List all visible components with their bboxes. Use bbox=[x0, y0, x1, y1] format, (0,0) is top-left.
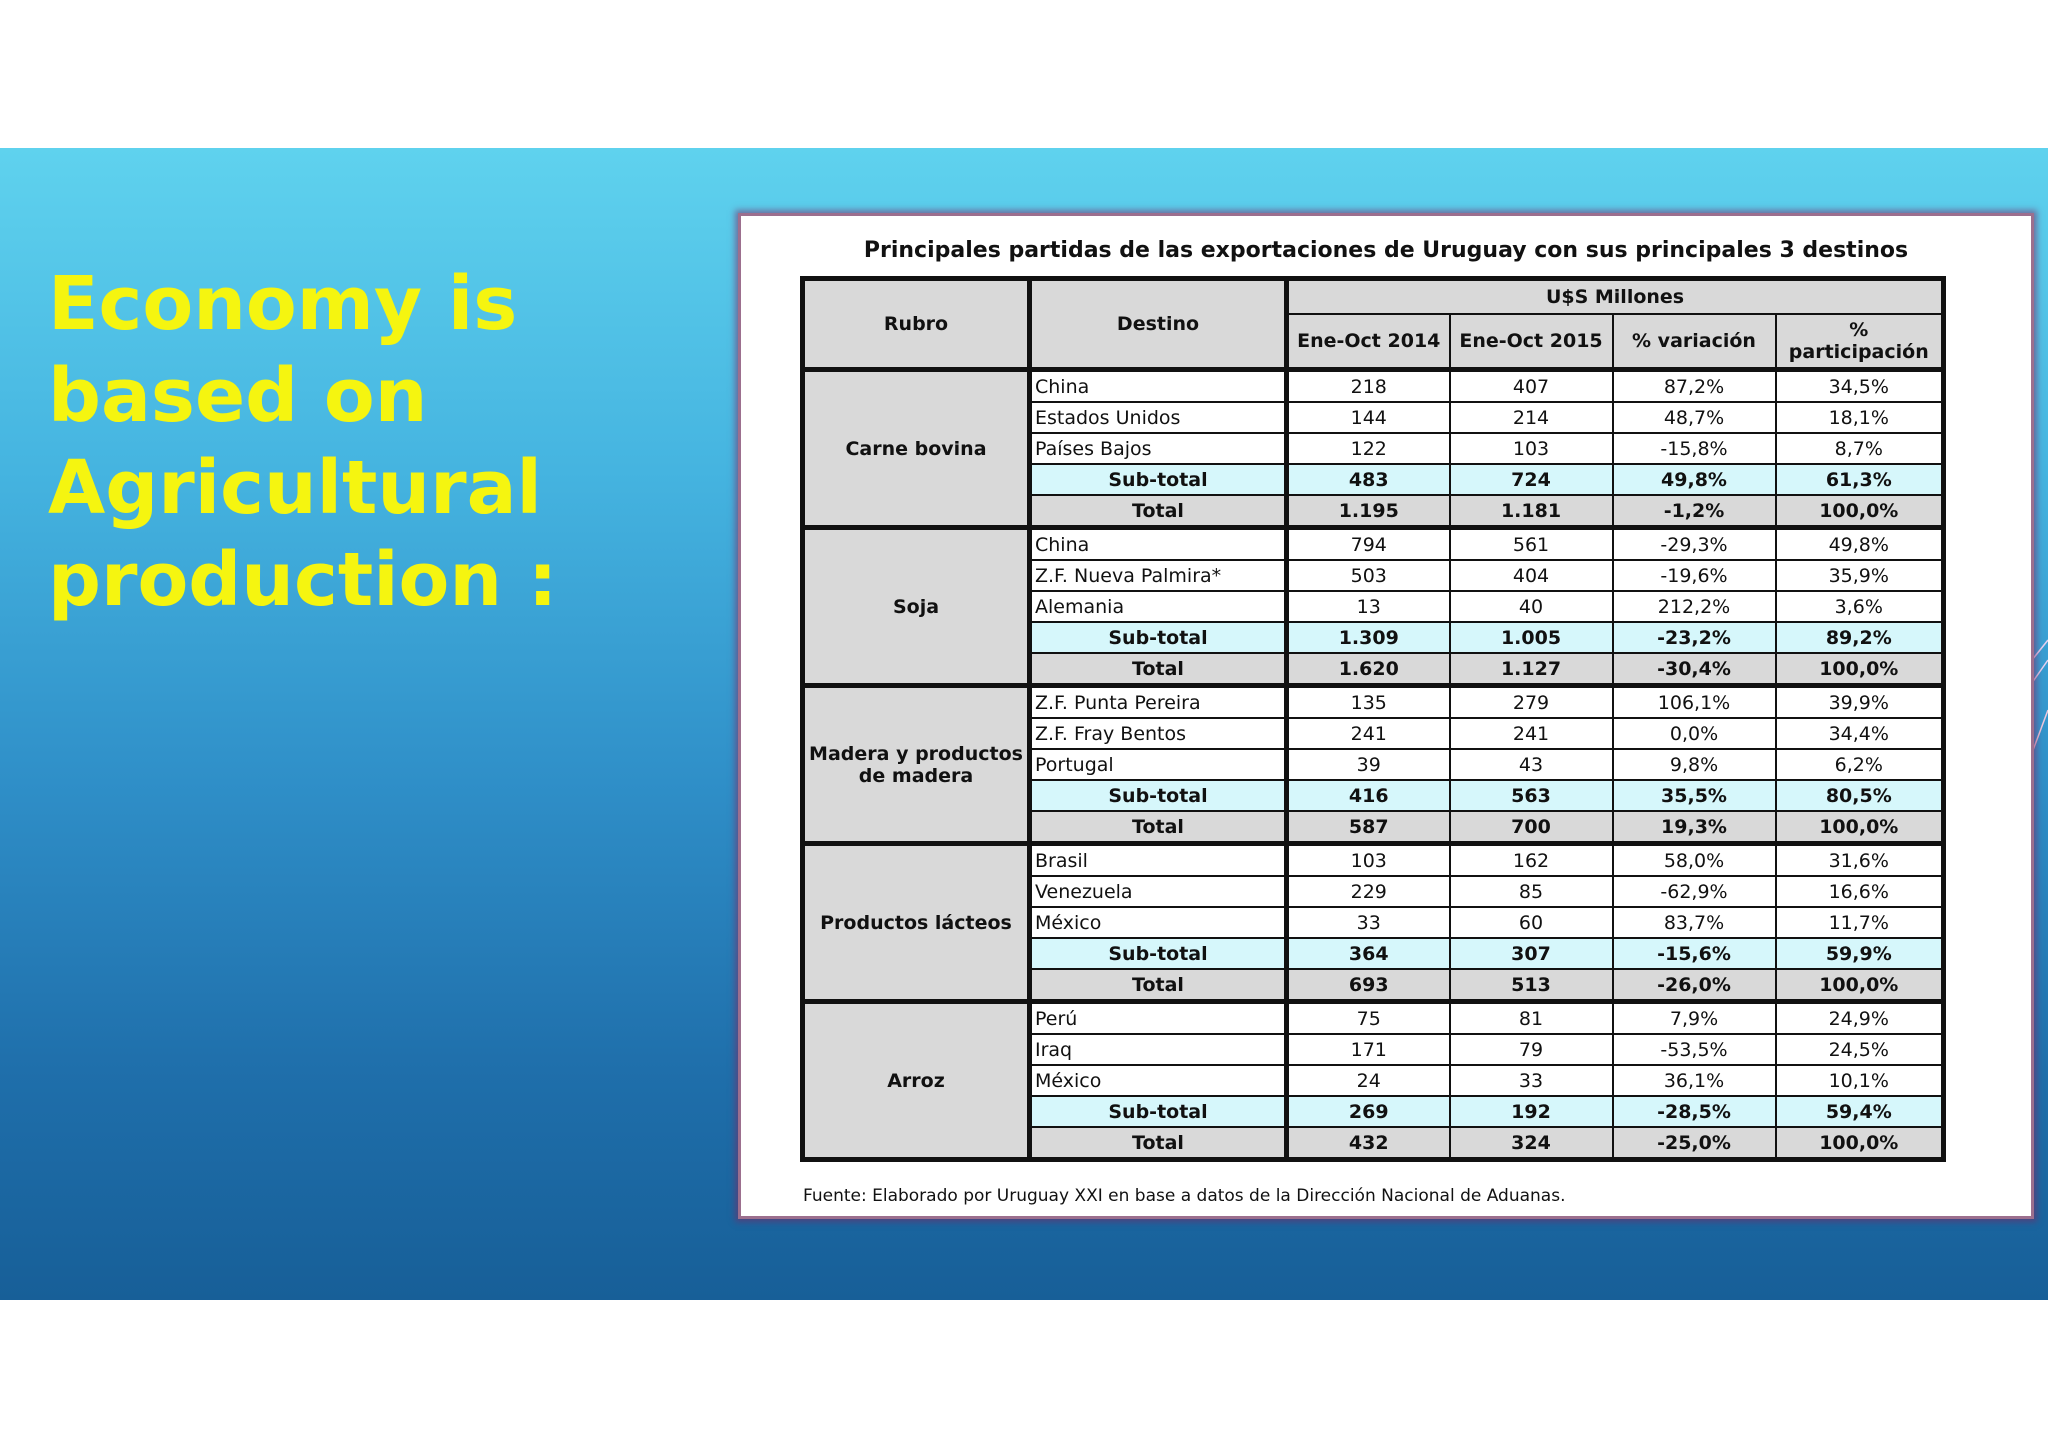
part-cell: 10,1% bbox=[1776, 1065, 1944, 1096]
v2015-cell: 563 bbox=[1450, 780, 1613, 811]
part-cell: 35,9% bbox=[1776, 560, 1944, 591]
v2014-cell: 1.620 bbox=[1287, 653, 1450, 686]
total-row-label: Total bbox=[1030, 495, 1287, 528]
var-cell: -15,6% bbox=[1613, 938, 1776, 969]
v2015-cell: 1.181 bbox=[1450, 495, 1613, 528]
table-row bbox=[803, 370, 1944, 403]
table-row bbox=[803, 686, 1944, 719]
part-cell: 18,1% bbox=[1776, 402, 1944, 433]
part-cell: 24,9% bbox=[1776, 1002, 1944, 1035]
header-2014: Ene-Oct 2014 bbox=[1287, 314, 1450, 370]
destino-cell: México bbox=[1030, 907, 1287, 938]
part-cell: 24,5% bbox=[1776, 1034, 1944, 1065]
total-row-label: Total bbox=[1030, 969, 1287, 1002]
rubro-cell: Madera y productos de madera bbox=[803, 686, 1030, 844]
v2015-cell: 307 bbox=[1450, 938, 1613, 969]
table-image-panel bbox=[738, 213, 2034, 1219]
subtotal-row-label: Sub-total bbox=[1030, 464, 1287, 495]
v2014-cell: 416 bbox=[1287, 780, 1450, 811]
v2015-cell: 103 bbox=[1450, 433, 1613, 464]
subtotal-row-label: Sub-total bbox=[1030, 1096, 1287, 1127]
subtotal-row-label: Sub-total bbox=[1030, 938, 1287, 969]
v2014-cell: 503 bbox=[1287, 560, 1450, 591]
v2015-cell: 1.127 bbox=[1450, 653, 1613, 686]
v2015-cell: 43 bbox=[1450, 749, 1613, 780]
total-row-label: Total bbox=[1030, 1127, 1287, 1160]
var-cell: 0,0% bbox=[1613, 718, 1776, 749]
part-cell: 16,6% bbox=[1776, 876, 1944, 907]
var-cell: 83,7% bbox=[1613, 907, 1776, 938]
part-cell: 6,2% bbox=[1776, 749, 1944, 780]
v2014-cell: 122 bbox=[1287, 433, 1450, 464]
v2015-cell: 241 bbox=[1450, 718, 1613, 749]
total-row-label: Total bbox=[1030, 653, 1287, 686]
v2014-cell: 218 bbox=[1287, 370, 1450, 403]
v2015-cell: 81 bbox=[1450, 1002, 1613, 1035]
header-participacion: % participación bbox=[1776, 314, 1944, 370]
destino-cell: Estados Unidos bbox=[1030, 402, 1287, 433]
total-row-label: Total bbox=[1030, 811, 1287, 844]
v2014-cell: 144 bbox=[1287, 402, 1450, 433]
part-cell: 100,0% bbox=[1776, 969, 1944, 1002]
destino-cell: Iraq bbox=[1030, 1034, 1287, 1065]
v2014-cell: 693 bbox=[1287, 969, 1450, 1002]
rubro-cell: Productos lácteos bbox=[803, 844, 1030, 1002]
v2014-cell: 135 bbox=[1287, 686, 1450, 719]
part-cell: 89,2% bbox=[1776, 622, 1944, 653]
v2014-cell: 75 bbox=[1287, 1002, 1450, 1035]
var-cell: -15,8% bbox=[1613, 433, 1776, 464]
destino-cell: Portugal bbox=[1030, 749, 1287, 780]
v2014-cell: 241 bbox=[1287, 718, 1450, 749]
part-cell: 61,3% bbox=[1776, 464, 1944, 495]
v2014-cell: 364 bbox=[1287, 938, 1450, 969]
var-cell: -26,0% bbox=[1613, 969, 1776, 1002]
destino-cell: Venezuela bbox=[1030, 876, 1287, 907]
v2015-cell: 214 bbox=[1450, 402, 1613, 433]
table-row bbox=[803, 844, 1944, 877]
v2014-cell: 13 bbox=[1287, 591, 1450, 622]
var-cell: 106,1% bbox=[1613, 686, 1776, 719]
destino-cell: Z.F. Nueva Palmira* bbox=[1030, 560, 1287, 591]
v2015-cell: 192 bbox=[1450, 1096, 1613, 1127]
var-cell: 49,8% bbox=[1613, 464, 1776, 495]
part-cell: 39,9% bbox=[1776, 686, 1944, 719]
var-cell: 9,8% bbox=[1613, 749, 1776, 780]
var-cell: 212,2% bbox=[1613, 591, 1776, 622]
destino-cell: China bbox=[1030, 528, 1287, 561]
v2014-cell: 483 bbox=[1287, 464, 1450, 495]
var-cell: 58,0% bbox=[1613, 844, 1776, 877]
destino-cell: Z.F. Fray Bentos bbox=[1030, 718, 1287, 749]
var-cell: -62,9% bbox=[1613, 876, 1776, 907]
v2015-cell: 561 bbox=[1450, 528, 1613, 561]
v2015-cell: 40 bbox=[1450, 591, 1613, 622]
v2014-cell: 229 bbox=[1287, 876, 1450, 907]
v2014-cell: 587 bbox=[1287, 811, 1450, 844]
var-cell: -19,6% bbox=[1613, 560, 1776, 591]
table-source-note: Fuente: Elaborado por Uruguay XXI en base a datos de la Dirección Nacional de Aduanas. bbox=[803, 1186, 1566, 1206]
v2014-cell: 103 bbox=[1287, 844, 1450, 877]
v2014-cell: 432 bbox=[1287, 1127, 1450, 1160]
v2015-cell: 1.005 bbox=[1450, 622, 1613, 653]
table-row bbox=[803, 528, 1944, 561]
v2015-cell: 513 bbox=[1450, 969, 1613, 1002]
var-cell: -25,0% bbox=[1613, 1127, 1776, 1160]
v2015-cell: 162 bbox=[1450, 844, 1613, 877]
v2015-cell: 700 bbox=[1450, 811, 1613, 844]
v2015-cell: 279 bbox=[1450, 686, 1613, 719]
v2015-cell: 79 bbox=[1450, 1034, 1613, 1065]
var-cell: 19,3% bbox=[1613, 811, 1776, 844]
part-cell: 3,6% bbox=[1776, 591, 1944, 622]
v2014-cell: 39 bbox=[1287, 749, 1450, 780]
v2014-cell: 1.195 bbox=[1287, 495, 1450, 528]
var-cell: -23,2% bbox=[1613, 622, 1776, 653]
header-variacion: % variación bbox=[1613, 314, 1776, 370]
table-title: Principales partidas de las exportaciones de Uruguay con sus principales 3 destinos bbox=[863, 238, 1909, 263]
destino-cell: Brasil bbox=[1030, 844, 1287, 877]
destino-cell: México bbox=[1030, 1065, 1287, 1096]
part-cell: 49,8% bbox=[1776, 528, 1944, 561]
v2015-cell: 724 bbox=[1450, 464, 1613, 495]
part-cell: 100,0% bbox=[1776, 495, 1944, 528]
table-row bbox=[803, 1002, 1944, 1035]
v2015-cell: 407 bbox=[1450, 370, 1613, 403]
var-cell: -28,5% bbox=[1613, 1096, 1776, 1127]
destino-cell: Perú bbox=[1030, 1002, 1287, 1035]
v2015-cell: 85 bbox=[1450, 876, 1613, 907]
var-cell: 87,2% bbox=[1613, 370, 1776, 403]
v2015-cell: 324 bbox=[1450, 1127, 1613, 1160]
subtotal-row-label: Sub-total bbox=[1030, 780, 1287, 811]
var-cell: 35,5% bbox=[1613, 780, 1776, 811]
part-cell: 100,0% bbox=[1776, 811, 1944, 844]
destino-cell: Alemania bbox=[1030, 591, 1287, 622]
v2015-cell: 404 bbox=[1450, 560, 1613, 591]
rubro-cell: Soja bbox=[803, 528, 1030, 686]
exports-table bbox=[800, 276, 1946, 1162]
destino-cell: Z.F. Punta Pereira bbox=[1030, 686, 1287, 719]
part-cell: 11,7% bbox=[1776, 907, 1944, 938]
part-cell: 34,5% bbox=[1776, 370, 1944, 403]
header-2015: Ene-Oct 2015 bbox=[1450, 314, 1613, 370]
var-cell: -1,2% bbox=[1613, 495, 1776, 528]
v2014-cell: 171 bbox=[1287, 1034, 1450, 1065]
var-cell: -53,5% bbox=[1613, 1034, 1776, 1065]
header-rubro: Rubro bbox=[803, 279, 1030, 370]
part-cell: 59,4% bbox=[1776, 1096, 1944, 1127]
part-cell: 100,0% bbox=[1776, 1127, 1944, 1160]
var-cell: 7,9% bbox=[1613, 1002, 1776, 1035]
v2015-cell: 33 bbox=[1450, 1065, 1613, 1096]
v2014-cell: 794 bbox=[1287, 528, 1450, 561]
subtotal-row-label: Sub-total bbox=[1030, 622, 1287, 653]
v2015-cell: 60 bbox=[1450, 907, 1613, 938]
v2014-cell: 33 bbox=[1287, 907, 1450, 938]
var-cell: 48,7% bbox=[1613, 402, 1776, 433]
v2014-cell: 269 bbox=[1287, 1096, 1450, 1127]
part-cell: 59,9% bbox=[1776, 938, 1944, 969]
var-cell: -30,4% bbox=[1613, 653, 1776, 686]
part-cell: 34,4% bbox=[1776, 718, 1944, 749]
rubro-cell: Arroz bbox=[803, 1002, 1030, 1160]
slide-title: Economy is based on Agricultural production : bbox=[48, 261, 558, 623]
part-cell: 31,6% bbox=[1776, 844, 1944, 877]
table-body bbox=[803, 370, 1944, 1160]
part-cell: 100,0% bbox=[1776, 653, 1944, 686]
v2014-cell: 1.309 bbox=[1287, 622, 1450, 653]
destino-cell: Países Bajos bbox=[1030, 433, 1287, 464]
header-group-usd: U$S Millones bbox=[1287, 279, 1944, 315]
var-cell: -29,3% bbox=[1613, 528, 1776, 561]
var-cell: 36,1% bbox=[1613, 1065, 1776, 1096]
header-destino: Destino bbox=[1030, 279, 1287, 370]
part-cell: 80,5% bbox=[1776, 780, 1944, 811]
rubro-cell: Carne bovina bbox=[803, 370, 1030, 528]
v2014-cell: 24 bbox=[1287, 1065, 1450, 1096]
destino-cell: China bbox=[1030, 370, 1287, 403]
part-cell: 8,7% bbox=[1776, 433, 1944, 464]
